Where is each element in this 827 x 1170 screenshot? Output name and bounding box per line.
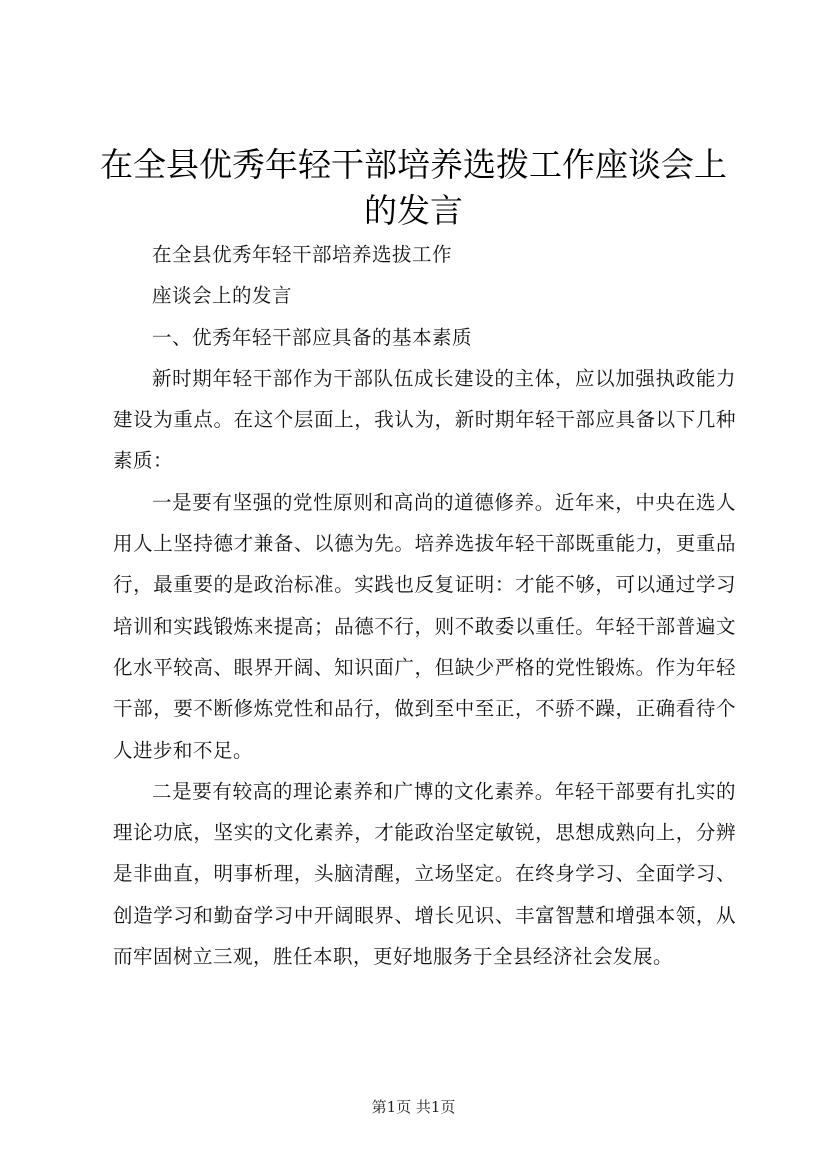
page-footer: 第1页 共1页 [371,1098,456,1116]
paragraph-point-two: 二是要有较高的理论素养和广博的文化素养。年轻干部要有扎实的理论功底，坚实的文化素养，才能政治坚定敏锐，思想成熟向上，分辨是非曲直，明事析理，头脑清醒，立场坚定。在终身学习、全面学习、创造学习和勤奋学习中开阔眼界、增长见识、丰富智慧和增强本领，从而牢固树立三观，胜任本职，更好地服务于全县经济社会发展。 [113,779,736,969]
paragraph-intro: 新时期年轻干部作为干部队伍成长建设的主体，应以加强执政能力建设为重点。在这个层面上，我认为，新时期年轻干部应具备以下几种素质： [113,366,736,473]
document-body [113,234,736,977]
paragraph-point-one: 一是要有坚强的党性原则和高尚的道德修养。近年来，中央在选人用人上坚持德才兼备、以德为先。培养选拔年轻干部既重能力，更重品行，最重要的是政治标准。实践也反复证明：才能不够，可以通过学习培训和实践锻炼来提高；品德不行，则不敢委以重任。年轻干部普遍文化水平较高、眼界开阔、知识面广，但缺少严格的党性锻炼。作为年轻干部，要不断修炼党性和品行，做到至中至正，不骄不躁，正确看待个人进步和不足。 [113,490,736,762]
paragraph-subtitle-line-1: 在全县优秀年轻干部培养选拔工作 [152,243,453,266]
document-title: 在全县优秀年轻干部培养选拨工作座谈会上的发言 [100,145,727,230]
paragraph-subtitle-line-2: 座谈会上的发言 [152,284,293,308]
section-heading: 一、优秀年轻干部应具备的基本素质 [152,325,473,349]
